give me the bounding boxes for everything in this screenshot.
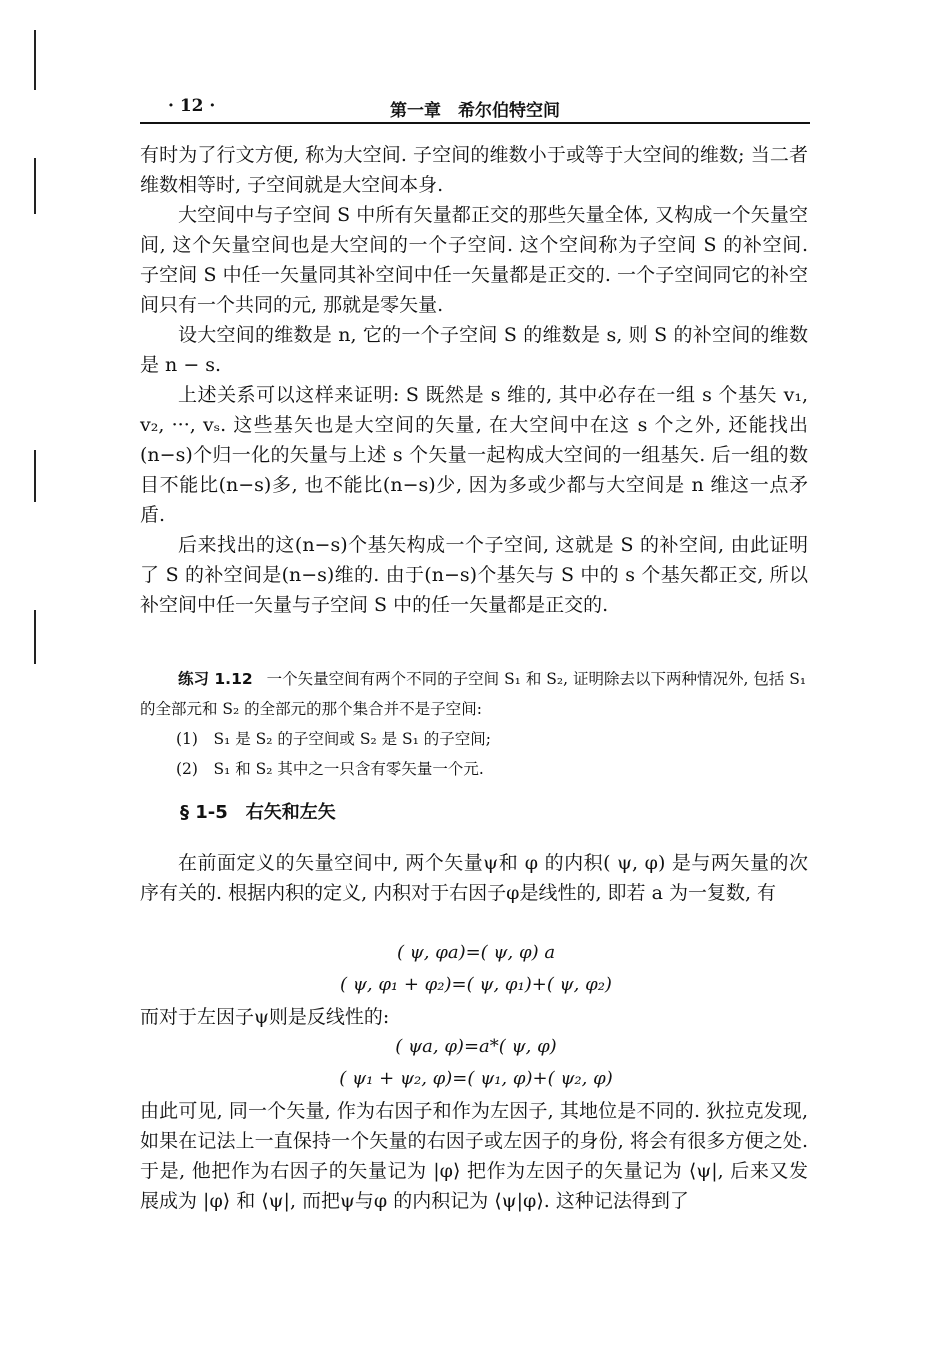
exercise-text: 一个矢量空间有两个不同的子空间 S₁ 和 S₂, 证明除去以下两种情况外, 包括 S₁ 的全部元和 S₂ 的全部元的那个集合并不是子空间: [140, 670, 807, 718]
exercise-statement [140, 664, 808, 724]
section-body [140, 848, 808, 908]
equation: ( ψa, φ)=a*( ψ, φ) [395, 1036, 557, 1057]
exercise-block [140, 664, 808, 784]
paragraph: 上述关系可以这样来证明: S 既然是 s 维的, 其中必存在一组 s 个基矢 v₁, v₂, ···, vₛ. 这些基矢也是大空间的矢量, 在大空间中在这 s 个之外, 还能找出(n−s)个归一化的矢量与上述 s 个矢量一起构成大空间的一组基矢. 后一组的数目不能比(n−s)多, 也不能比(n−s)少, 因为多或少都与大空间是 n 维这一点矛盾. [140, 384, 808, 526]
section-title: 右矢和左矢 [245, 802, 336, 823]
page-header [140, 96, 810, 124]
paragraph: 大空间中与子空间 S 中所有矢量都正交的那些矢量全体, 又构成一个矢量空间, 这个矢量空间也是大空间的一个子空间. 这个空间称为子空间 S 的补空间. 子空间 S 中任一矢量同其补空间中任一矢量都是正交的. 一个子空间同它的补空间只有一个共同的元, 那就是零矢量. [140, 204, 808, 316]
scan-edge-mark [34, 30, 36, 90]
paragraph: 后来找出的这(n−s)个基矢构成一个子空间, 这就是 S 的补空间, 由此证明了 S 的补空间是(n−s)维的. 由于(n−s)个基矢与 S 中的 s 个基矢都正交, 所以补空间中任一矢量与子空间 S 中的任一矢量都是正交的. [140, 534, 808, 616]
body-text [140, 140, 808, 620]
section-body [140, 1096, 808, 1216]
paragraph: 由此可见, 同一个矢量, 作为右因子和作为左因子, 其地位是不同的. 狄拉克发现, 如果在记法上一直保持一个矢量的右因子或左因子的身份, 将会有很多方便之处. 于是, 他把作为右因子的矢量记为 |φ⟩ 把作为左因子的矢量记为 ⟨ψ|, 后来又发展成为 |φ⟩ 和 ⟨ψ|, 而把ψ与φ 的内积记为 ⟨ψ|φ⟩. 这种记法得到了 [140, 1100, 808, 1212]
exercise-item: (1) S₁ 是 S₂ 的子空间或 S₂ 是 S₁ 的子空间; [176, 730, 491, 748]
paragraph: 有时为了行文方便, 称为大空间. 子空间的维数小于或等于大空间的维数; 当二者维数相等时, 子空间就是大空间本身. [140, 144, 808, 196]
equation: ( ψ₁ + ψ₂, φ)=( ψ₁, φ)+( ψ₂, φ) [339, 1068, 613, 1089]
chapter-title: 第一章 希尔伯特空间 [390, 101, 560, 121]
scan-edge-mark [34, 158, 36, 214]
exercise-label: 练习 1.12 [178, 670, 253, 688]
scan-edge-mark [34, 610, 36, 664]
section-body [140, 1002, 808, 1032]
paragraph: 在前面定义的矢量空间中, 两个矢量ψ和 φ 的内积( ψ, φ) 是与两矢量的次序有关的. 根据内积的定义, 内积对于右因子φ是线性的, 即若 a 为一复数, 有 [140, 852, 808, 904]
paragraph: 而对于左因子ψ则是反线性的: [140, 1006, 390, 1028]
scan-edge-mark [34, 450, 36, 502]
page-number: · 12 · [168, 96, 216, 116]
section-heading [180, 798, 354, 824]
paragraph: 设大空间的维数是 n, 它的一个子空间 S 的维数是 s, 则 S 的补空间的维数是 n − s. [140, 324, 808, 376]
section-number: § 1-5 [180, 802, 228, 823]
exercise-item: (2) S₁ 和 S₂ 其中之一只含有零矢量一个元. [176, 760, 484, 778]
equation: ( ψ, φa)=( ψ, φ) a [396, 942, 556, 963]
equation: ( ψ, φ₁ + φ₂)=( ψ, φ₁)+( ψ, φ₂) [340, 974, 612, 995]
